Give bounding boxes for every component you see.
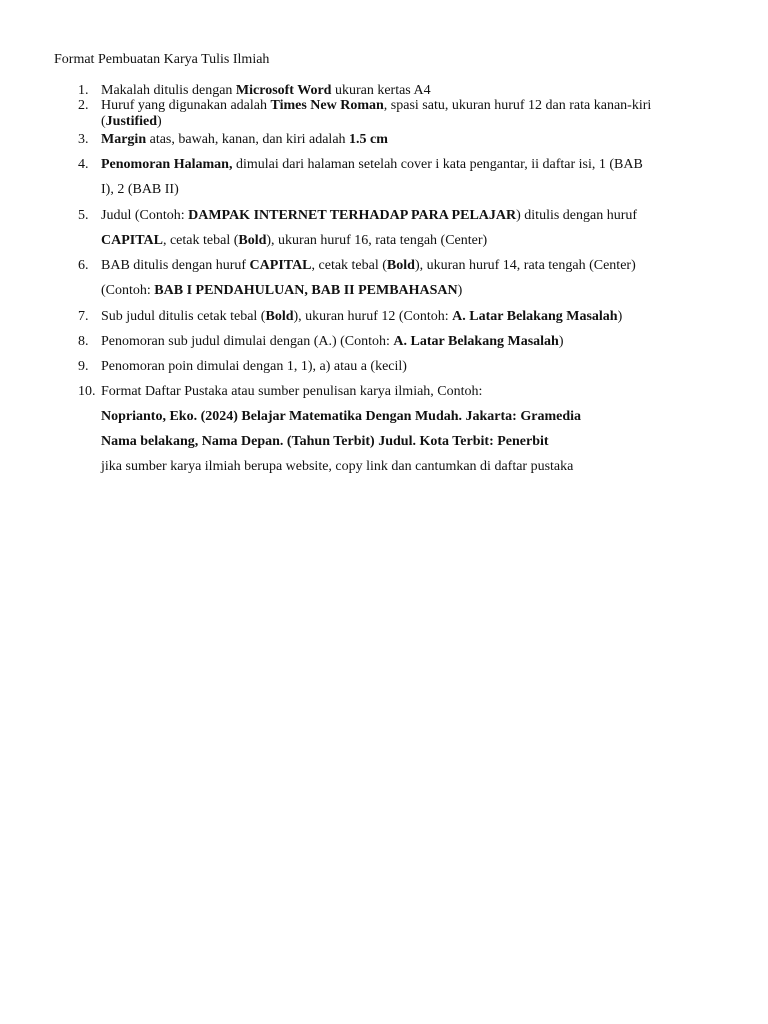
list-item-line bbox=[101, 181, 179, 199]
list-item-number: 3. bbox=[78, 132, 89, 147]
text-segment: ) bbox=[457, 283, 463, 298]
text-segment: dimulai dari halaman setelah cover i kata pengantar, ii daftar isi, 1 (BAB bbox=[232, 157, 643, 172]
list-item-number: 7. bbox=[78, 309, 89, 324]
text-segment: I), 2 (BAB II) bbox=[101, 182, 179, 197]
list-item-number: 8. bbox=[78, 334, 89, 349]
bold-text: Bold bbox=[238, 233, 267, 248]
list-item-number: 5. bbox=[78, 208, 89, 223]
text-segment: ( bbox=[101, 114, 106, 129]
text-segment: ) ditulis dengan huruf bbox=[516, 208, 638, 223]
text-segment: (Contoh: bbox=[101, 283, 155, 298]
bold-text: BAB I PENDAHULUAN, BAB II PEMBAHASAN bbox=[154, 283, 458, 298]
list-item-line bbox=[101, 308, 622, 326]
text-segment: ), ukuran huruf 12 (Contoh: bbox=[293, 309, 453, 324]
bold-text: Noprianto, Eko. (2024) Belajar Matematika Dengan Mudah. Jakarta: Gramedia bbox=[101, 409, 581, 424]
text-segment: ), ukuran huruf 14, rata tengah (Center) bbox=[414, 258, 636, 273]
list-item-line bbox=[101, 113, 162, 131]
text-segment: ) bbox=[617, 309, 623, 324]
list-item-number: 6. bbox=[78, 258, 89, 273]
text-segment: Makalah ditulis dengan bbox=[101, 83, 236, 98]
bold-text: 1.5 cm bbox=[349, 132, 388, 147]
list-item-number: 4. bbox=[78, 157, 89, 172]
bold-text: Bold bbox=[265, 309, 294, 324]
list-item-number: 1. bbox=[78, 83, 89, 98]
text-segment: jika sumber karya ilmiah berupa website, copy link dan cantumkan di daftar pustaka bbox=[101, 459, 574, 474]
bold-text: CAPITAL bbox=[249, 258, 312, 273]
bold-text: Justified bbox=[105, 114, 158, 129]
text-segment: Huruf yang digunakan adalah bbox=[101, 98, 271, 113]
text-segment: ukuran kertas A4 bbox=[331, 83, 431, 98]
list-item-line bbox=[101, 232, 487, 250]
text-segment: Format Daftar Pustaka atau sumber penulisan karya ilmiah, Contoh: bbox=[101, 384, 483, 399]
bold-text: A. Latar Belakang Masalah bbox=[452, 309, 618, 324]
bold-text: Nama belakang, Nama Depan. (Tahun Terbit) Judul. Kota Terbit: Penerbit bbox=[101, 434, 549, 449]
text-segment: Penomoran sub judul dimulai dengan (A.) (Contoh: bbox=[101, 334, 394, 349]
bold-text: A. Latar Belakang Masalah bbox=[393, 334, 559, 349]
list-item-line bbox=[101, 433, 549, 451]
bold-text: Times New Roman bbox=[270, 98, 384, 113]
list-item-line bbox=[101, 97, 651, 115]
text-segment: ), ukuran huruf 16, rata tengah (Center) bbox=[266, 233, 488, 248]
list-item-line bbox=[101, 408, 581, 426]
text-segment: ) bbox=[558, 334, 564, 349]
list-item-number: 10. bbox=[78, 384, 96, 399]
text-segment: atas, bawah, kanan, dan kiri adalah bbox=[146, 132, 350, 147]
list-item-line bbox=[101, 458, 573, 476]
list-item-line bbox=[101, 257, 636, 275]
bold-text: Penomoran Halaman, bbox=[101, 157, 233, 172]
list-item-line bbox=[101, 282, 462, 300]
list-item-number: 2. bbox=[78, 98, 89, 113]
text-segment: ) bbox=[157, 114, 162, 129]
text-segment: Penomoran poin dimulai dengan 1, 1), a) atau a (kecil) bbox=[101, 359, 407, 374]
text-segment: Sub judul ditulis cetak tebal ( bbox=[101, 309, 266, 324]
list-item-line bbox=[101, 383, 482, 401]
text-segment: BAB ditulis dengan huruf bbox=[101, 258, 250, 273]
list-item-line bbox=[101, 333, 564, 351]
text-segment: , cetak tebal ( bbox=[311, 258, 387, 273]
bold-text: Margin bbox=[101, 132, 147, 147]
list-item-line bbox=[101, 131, 388, 149]
list-item-line bbox=[101, 156, 643, 174]
bold-text: Microsoft Word bbox=[235, 83, 332, 98]
text-segment: Judul (Contoh: bbox=[101, 208, 189, 223]
list-item-line bbox=[101, 207, 637, 225]
text-segment: , spasi satu, ukuran huruf 12 dan rata kanan-kiri bbox=[383, 98, 652, 113]
bold-text: CAPITAL bbox=[101, 233, 163, 248]
list-item-number: 9. bbox=[78, 359, 89, 374]
list-item-line bbox=[101, 358, 407, 376]
text-segment: , cetak tebal ( bbox=[162, 233, 239, 248]
bold-text: DAMPAK INTERNET TERHADAP PARA PELAJAR bbox=[188, 208, 517, 223]
bold-text: Bold bbox=[386, 258, 415, 273]
document-title: Format Pembuatan Karya Tulis Ilmiah bbox=[54, 52, 270, 67]
